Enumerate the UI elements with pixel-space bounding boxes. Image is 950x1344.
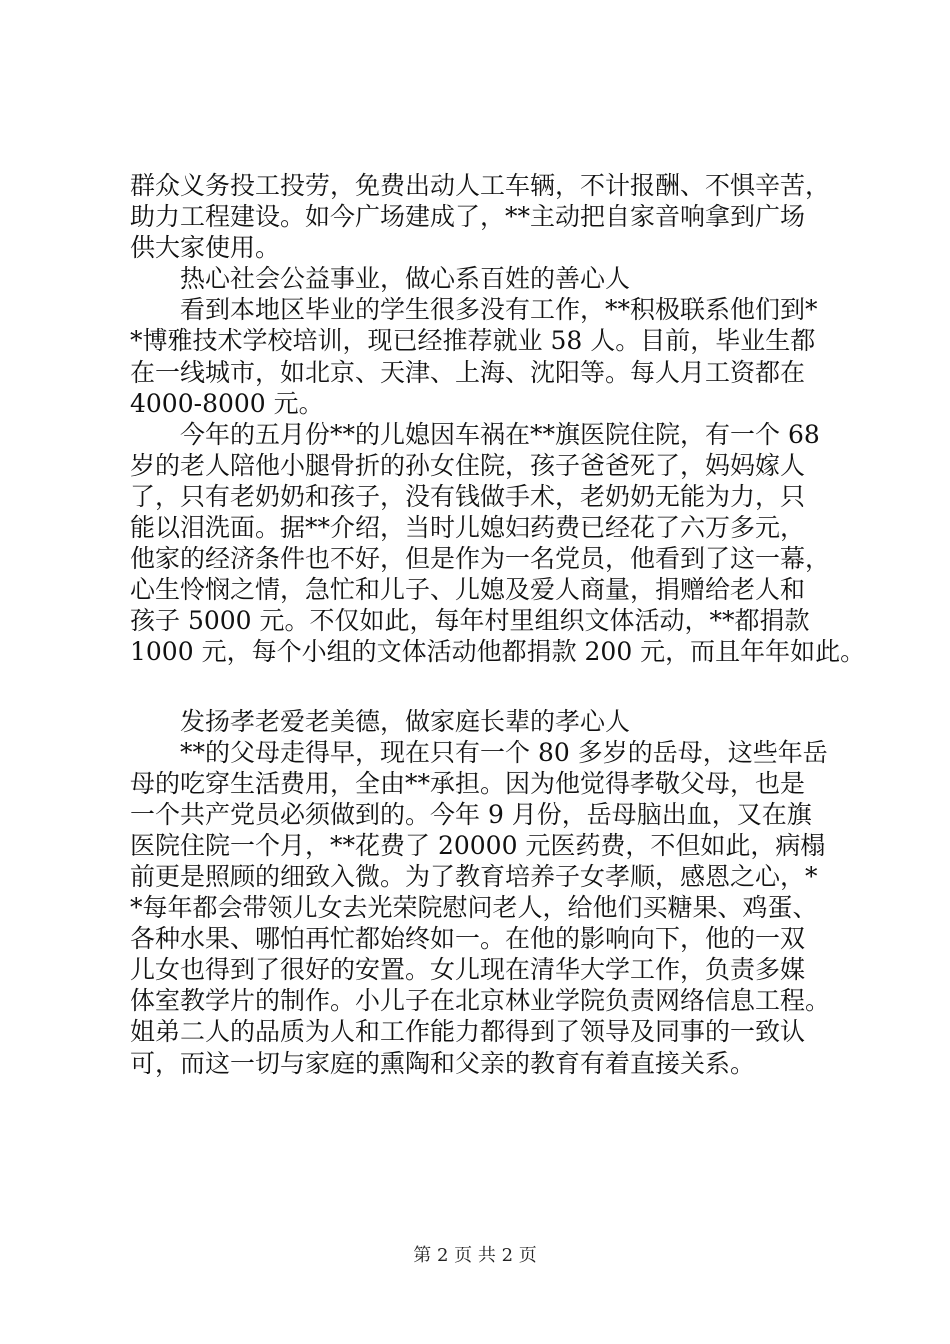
page-footer: 第 2 页 共 2 页 — [413, 1245, 537, 1266]
section-heading: 发扬孝老爱老美德，做家庭长辈的孝心人 — [180, 706, 631, 736]
text-line: 岁的老人陪他小腿骨折的孙女住院，孩子爸爸死了，妈妈嫁人 — [130, 450, 806, 480]
text-line: 群众义务投工投劳，免费出动人工车辆，不计报酬、不惧辛苦， — [130, 171, 831, 200]
text-line: 前更是照顾的细致入微。为了教育培养子女孝顺，感恩之心，* — [130, 861, 818, 891]
text-line: 在一线城市，如北京、天津、上海、沈阳等。每人月工资都在 — [130, 357, 806, 387]
document-body — [130, 170, 866, 1079]
text-line: 体室教学片的制作。小儿子在北京林业学院负责网络信息工程。 — [130, 986, 831, 1016]
text-line: 儿女也得到了很好的安置。女儿现在清华大学工作，负责多媒 — [130, 955, 806, 985]
text-line: 供大家使用。 — [130, 233, 281, 263]
paragraph-gap — [130, 668, 830, 706]
text-line: *博雅技术学校培训，现已经推荐就业 58 人。目前，毕业生都 — [130, 326, 816, 356]
text-line: 孩子 5000 元。不仅如此，每年村里组织文体活动，**都捐款 — [130, 606, 810, 636]
text-line: 各种水果、哪怕再忙都始终如一。在他的影响向下，他的一双 — [130, 924, 806, 954]
text-line: 母的吃穿生活费用，全由**承担。因为他觉得孝敬父母，也是 — [130, 768, 806, 798]
text-line: *每年都会带领儿女去光荣院慰问老人，给他们买糖果、鸡蛋、 — [130, 893, 818, 923]
text-line: 1000 元，每个小组的文体活动他都捐款 200 元，而且年年如此。 — [130, 637, 866, 667]
section-heading: 热心社会公益事业，做心系百姓的善心人 — [180, 264, 631, 294]
text-line: 助力工程建设。如今广场建成了，**主动把自家音响拿到广场 — [130, 202, 806, 232]
text-line: 看到本地区毕业的学生很多没有工作，**积极联系他们到* — [180, 295, 818, 325]
text-line: 姐弟二人的品质为人和工作能力都得到了领导及同事的一致认 — [130, 1017, 806, 1047]
text-line: 心生怜悯之情，急忙和儿子、儿媳及爱人商量，捐赠给老人和 — [130, 575, 806, 605]
text-line: 今年的五月份**的儿媳因车祸在**旗医院住院，有一个 68 — [180, 419, 820, 449]
text-line: 能以泪洗面。据**介绍，当时儿媳妇药费已经花了六万多元， — [130, 513, 806, 543]
text-line: 医院住院一个月，**花费了 20000 元医药费，不但如此，病榻 — [130, 830, 826, 860]
text-line: 4000-8000 元。 — [130, 388, 324, 418]
text-line: 一个共产党员必须做到的。今年 9 月份，岳母脑出血，又在旗 — [130, 799, 812, 829]
text-line: 可，而这一切与家庭的熏陶和父亲的教育有着直接关系。 — [130, 1048, 756, 1078]
text-line: 他家的经济条件也不好，但是作为一名党员，他看到了这一幕， — [130, 544, 831, 574]
text-line: 了，只有老奶奶和孩子，没有钱做手术，老奶奶无能为力，只 — [130, 481, 806, 511]
text-line: **的父母走得早，现在只有一个 80 多岁的岳母，这些年岳 — [180, 737, 828, 767]
